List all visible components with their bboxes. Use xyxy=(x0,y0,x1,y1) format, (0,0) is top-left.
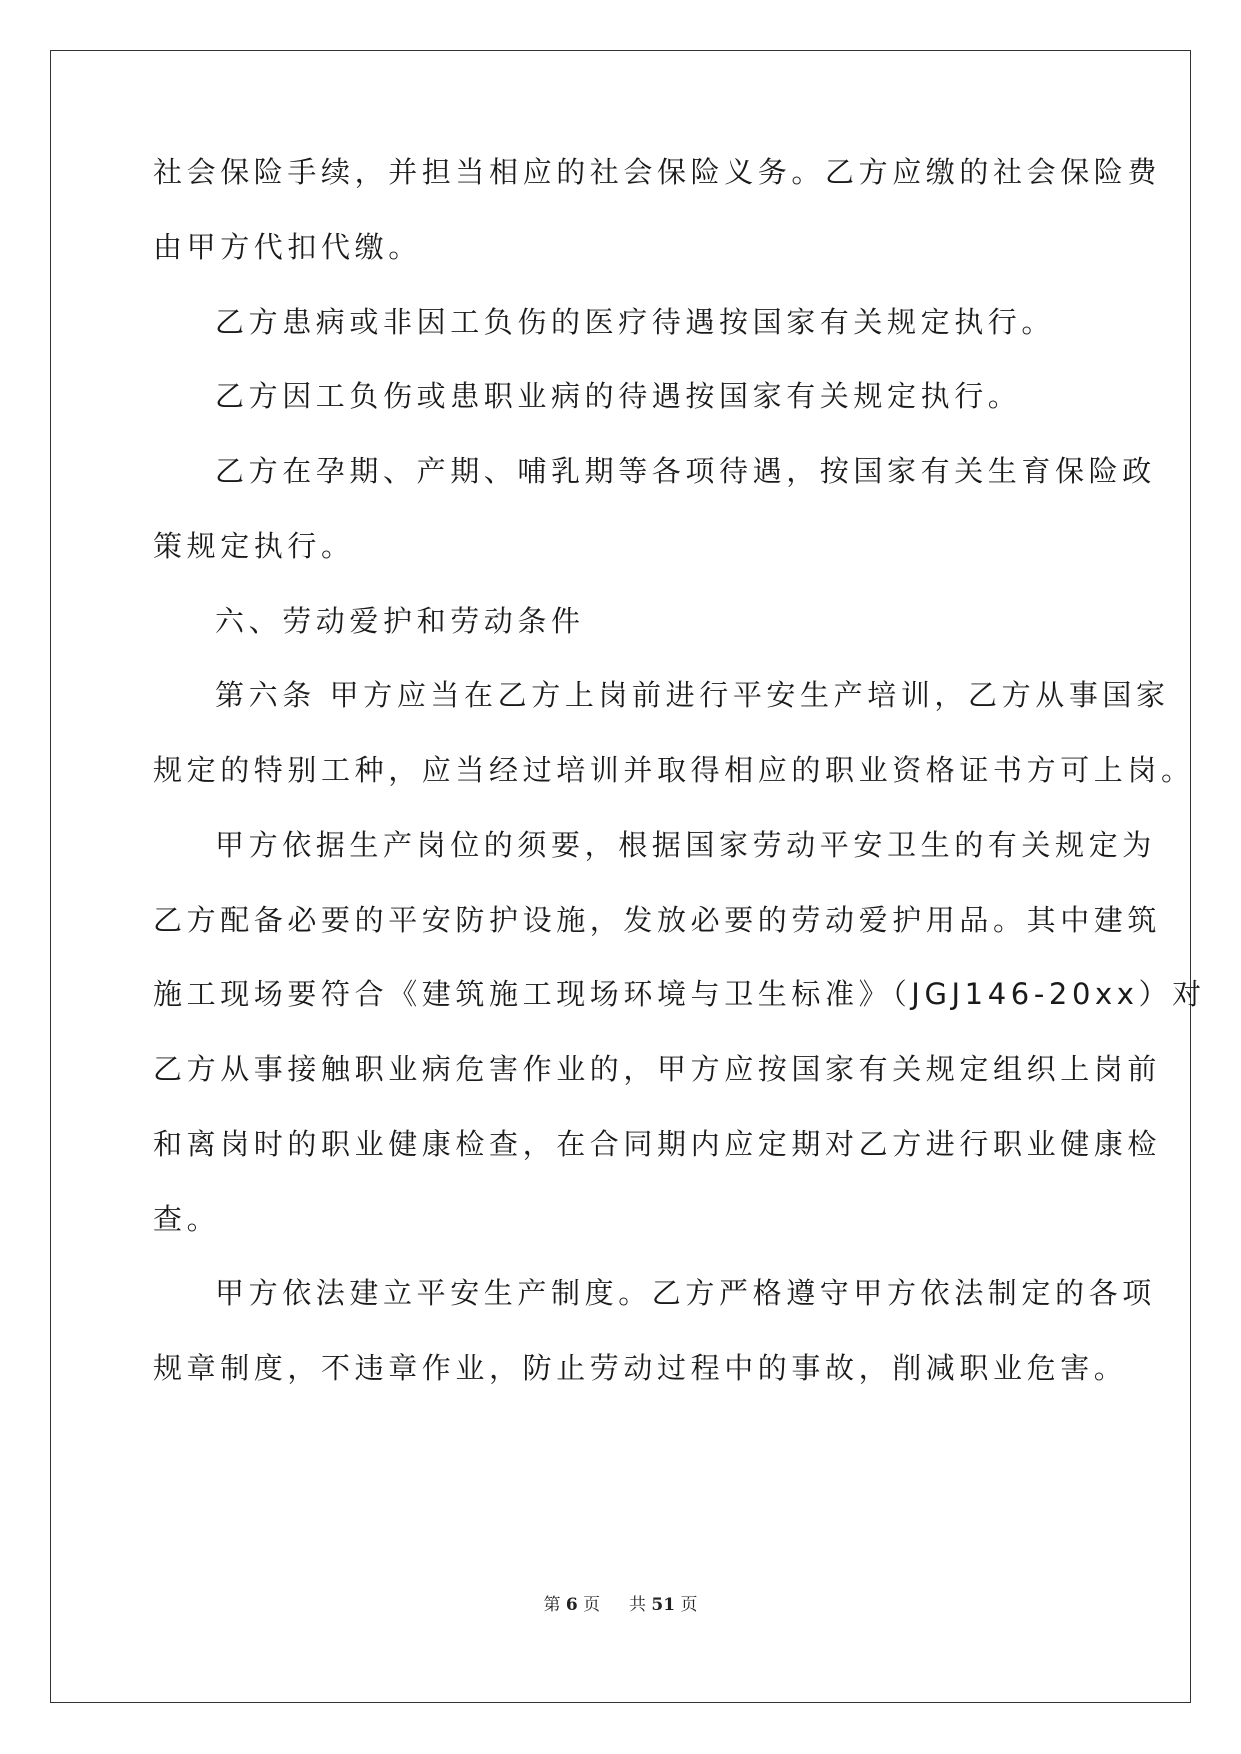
body-line-10: 甲方依据生产岗位的须要，根据国家劳动平安卫生的有关规定为 xyxy=(215,828,1156,862)
body-line-1: 社会保险手续，并担当相应的社会保险义务。乙方应缴的社会保险费 xyxy=(153,155,1162,189)
body-line-17: 规章制度，不违章作业，防止劳动过程中的事故，削减职业危害。 xyxy=(153,1351,1128,1385)
body-line-6: 策规定执行。 xyxy=(153,529,355,563)
page-border xyxy=(50,50,1191,1703)
body-line-3: 乙方患病或非因工负伤的医疗待遇按国家有关规定执行。 xyxy=(215,305,1056,339)
body-line-12: 施工现场要符合《建筑施工现场环境与卫生标准》（JGJ146-20xx）对 xyxy=(153,977,1206,1011)
footer-page-number: 6 xyxy=(565,1595,578,1615)
body-line-2: 由甲方代扣代缴。 xyxy=(153,230,422,264)
body-line-11: 乙方配备必要的平安防护设施，发放必要的劳动爱护用品。其中建筑 xyxy=(153,903,1162,937)
body-line-16: 甲方依法建立平安生产制度。乙方严格遵守甲方依法制定的各项 xyxy=(215,1276,1156,1310)
footer-page-prefix: 第 xyxy=(543,1595,561,1615)
footer-total-pages: 51 xyxy=(651,1595,676,1615)
body-line-5: 乙方在孕期、产期、哺乳期等各项待遇，按国家有关生育保险政 xyxy=(215,454,1156,488)
body-line-4: 乙方因工负伤或患职业病的待遇按国家有关规定执行。 xyxy=(215,379,1022,413)
body-line-8: 第六条 甲方应当在乙方上岗前进行平安生产培训，乙方从事国家 xyxy=(215,678,1170,712)
body-line-15: 查。 xyxy=(153,1202,221,1236)
body-line-13: 乙方从事接触职业病危害作业的，甲方应按国家有关规定组织上岗前 xyxy=(153,1052,1162,1086)
footer-page-suffix: 页 xyxy=(583,1595,601,1615)
body-line-9: 规定的特别工种，应当经过培训并取得相应的职业资格证书方可上岗。 xyxy=(153,753,1195,787)
footer-total-suffix: 页 xyxy=(680,1595,698,1615)
body-line-14: 和离岗时的职业健康检查，在合同期内应定期对乙方进行职业健康检 xyxy=(153,1127,1162,1161)
section-heading: 六、劳动爱护和劳动条件 xyxy=(215,604,585,638)
page-footer xyxy=(0,1593,1241,1617)
footer-total-prefix: 共 xyxy=(628,1595,646,1615)
